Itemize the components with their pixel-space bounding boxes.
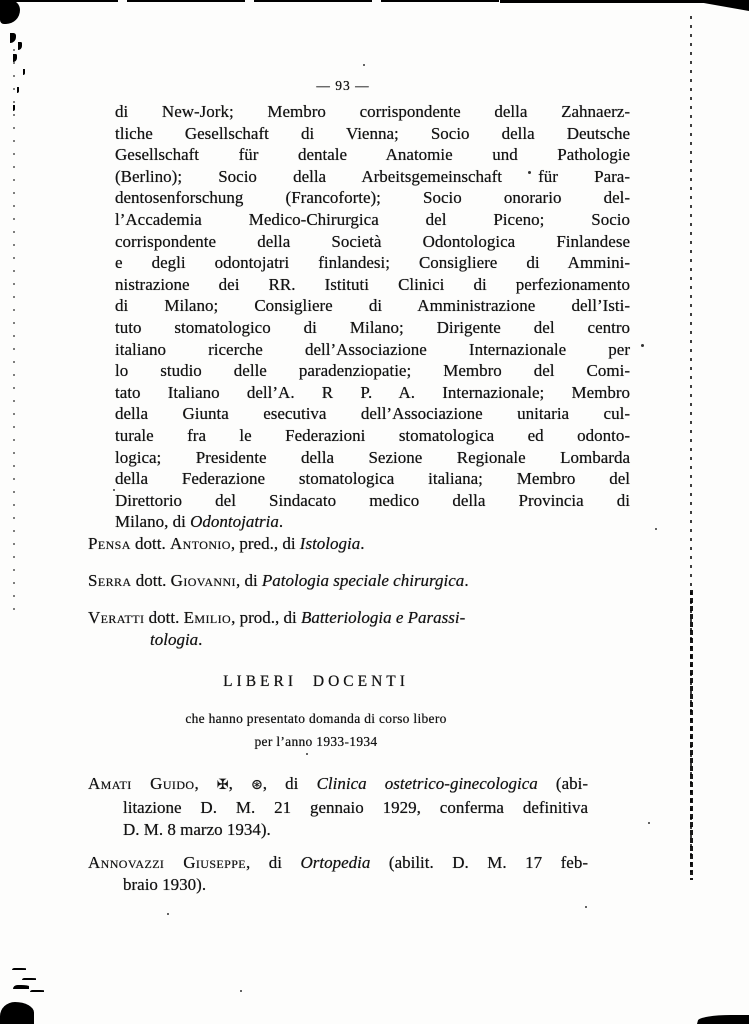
entry-line [88, 607, 608, 629]
entry-text: , prod., di [231, 608, 301, 627]
entry-continuation-line: litazione D. M. 21 gennaio 1929, conferma definitiva [123, 797, 588, 817]
entry-text: , pred., di [230, 534, 300, 553]
scan-bottom-right-smudge [697, 1015, 749, 1024]
title-text: dott. [131, 571, 171, 590]
paragraph-line: tuto stomatologico di Milano; Dirigente del centro [115, 317, 630, 337]
entry-continuation-line: braio 1930). [123, 874, 207, 894]
entry-text: , [228, 774, 252, 793]
entry-line [88, 852, 588, 874]
given-name: Emilio [183, 608, 232, 627]
scan-speck [648, 822, 650, 824]
italic-subject: Patologia speciale chirurgica [261, 571, 465, 590]
docente-entry-annovazzi [88, 852, 588, 896]
paragraph-line: nistrazione dei RR. Istituti Clinici di perfezionamento [115, 274, 630, 294]
italic-subject: Ortopedia [300, 853, 371, 872]
person-name: Amati Guido [88, 774, 195, 793]
italic-subject-continuation: tologia [150, 629, 199, 649]
entry-continuation-line [150, 629, 608, 651]
surname: Pensa [88, 534, 131, 553]
entry-period: . [360, 534, 365, 553]
scan-top-edge-line-right [500, 0, 749, 3]
scan-speck [585, 906, 587, 908]
paragraph-last-line [115, 511, 630, 533]
given-name: Antonio [170, 534, 231, 553]
paragraph-line: della Giunta esecutiva dell’Associazione unitaria cul- [115, 404, 630, 424]
scan-top-left-smudge [0, 0, 20, 24]
person-name: Annovazzi Giuseppe [88, 853, 247, 872]
scan-binding-dotted-line [690, 16, 692, 872]
faculty-entry-serra [88, 570, 608, 592]
paragraph-line: (Berlino); Socio della Arbeitsgemeinschaft für Para- [115, 166, 630, 186]
decoration-star-icon: ⊛ [251, 777, 263, 793]
paragraph-line: turale fra le Federazioni stomatologica ed odonto- [115, 425, 630, 445]
paragraph-line: l’Accademia Medico-Chirurgica del Piceno; Socio [115, 209, 630, 229]
faculty-entry-veratti [88, 607, 608, 651]
paragraph-line: e degli odontojatri finlandesi; Consigliere di Ammini- [115, 253, 630, 273]
paragraph-line: logica; Presidente della Sezione Regionale Lombarda [115, 447, 630, 467]
paragraph-last-line-text: Milano, di [115, 512, 191, 532]
docente-entry-amati [88, 773, 588, 840]
scan-speck [363, 64, 365, 66]
entry-text: , di [235, 571, 262, 590]
entry-text: , di [246, 853, 301, 872]
entry-text: (abi- [537, 774, 589, 793]
paragraph-line: di New-Jork; Membro corrispondente della Zahnaerz- [115, 102, 630, 121]
scan-speck [655, 528, 657, 530]
paragraph-line: corrispondente della Società Odontologica Finlandese [115, 231, 630, 251]
italic-subject: Batteriologia e Parassi- [300, 608, 466, 627]
scan-left-dotted-line [13, 36, 15, 616]
biography-paragraph [115, 101, 630, 533]
paragraph-last-line-period: . [278, 512, 284, 532]
page-number: — 93 — [316, 78, 370, 93]
section-subtitle-line2: per l’anno 1933-1934 [254, 734, 378, 749]
paragraph-line: tato Italiano dell’A. R P. A. Internazionale; Membro [115, 382, 630, 402]
scan-speck [306, 753, 308, 755]
section-subtitle-line1: che hanno presentato domanda di corso libero [185, 711, 447, 726]
paragraph-line: Direttorio del Sindacato medico della Provincia di [115, 490, 630, 510]
section-heading: LIBERI DOCENTI [223, 673, 409, 690]
title-text: dott. [130, 534, 170, 553]
surname: Veratti [88, 608, 145, 627]
scan-speck [167, 913, 169, 915]
entry-text: , [194, 774, 217, 793]
paragraph-line: di Milano; Consigliere di Amministrazione dell’Isti- [115, 296, 630, 316]
decoration-cross-icon: ✠ [216, 777, 229, 793]
scan-speck [641, 344, 644, 347]
faculty-entry-pensa [88, 533, 608, 555]
given-name: Giovanni [170, 571, 236, 590]
scan-binding-dotted-line-dense [690, 590, 693, 880]
paragraph-line: italiano ricerche dell’Associazione Internazionale per [115, 339, 630, 359]
surname: Serra [88, 571, 132, 590]
entry-period: . [198, 629, 203, 649]
scan-top-edge-line [0, 0, 504, 2]
scan-top-right-smudge [687, 0, 749, 11]
paragraph-line: della Federazione stomatologica italiana; Membro del [115, 469, 630, 489]
entry-continuation-line: D. M. 8 marzo 1934). [123, 819, 271, 839]
paragraph-line: dentosenforschung (Francoforte); Socio onorario del- [115, 188, 630, 208]
entry-text: (abilit. D. M. 17 feb- [370, 853, 588, 872]
scan-speck [240, 990, 242, 992]
entry-period: . [464, 571, 469, 590]
italic-subject: Odontojatria [190, 512, 279, 532]
italic-subject: Istologia [299, 534, 361, 553]
entry-line [88, 773, 588, 797]
italic-subject: Clinica ostetrico-ginecologica [316, 774, 538, 793]
paragraph-line: Gesellschaft für dentale Anatomie und Pathologie [115, 145, 630, 165]
paragraph-line: tliche Gesellschaft di Vienna; Socio della Deutsche [115, 123, 630, 143]
title-text: dott. [144, 608, 184, 627]
scan-bottom-left-smudge [0, 1002, 34, 1024]
paragraph-line: lo studio delle paradenziopatie; Membro del Comi- [115, 361, 630, 381]
entry-text: , di [262, 774, 317, 793]
